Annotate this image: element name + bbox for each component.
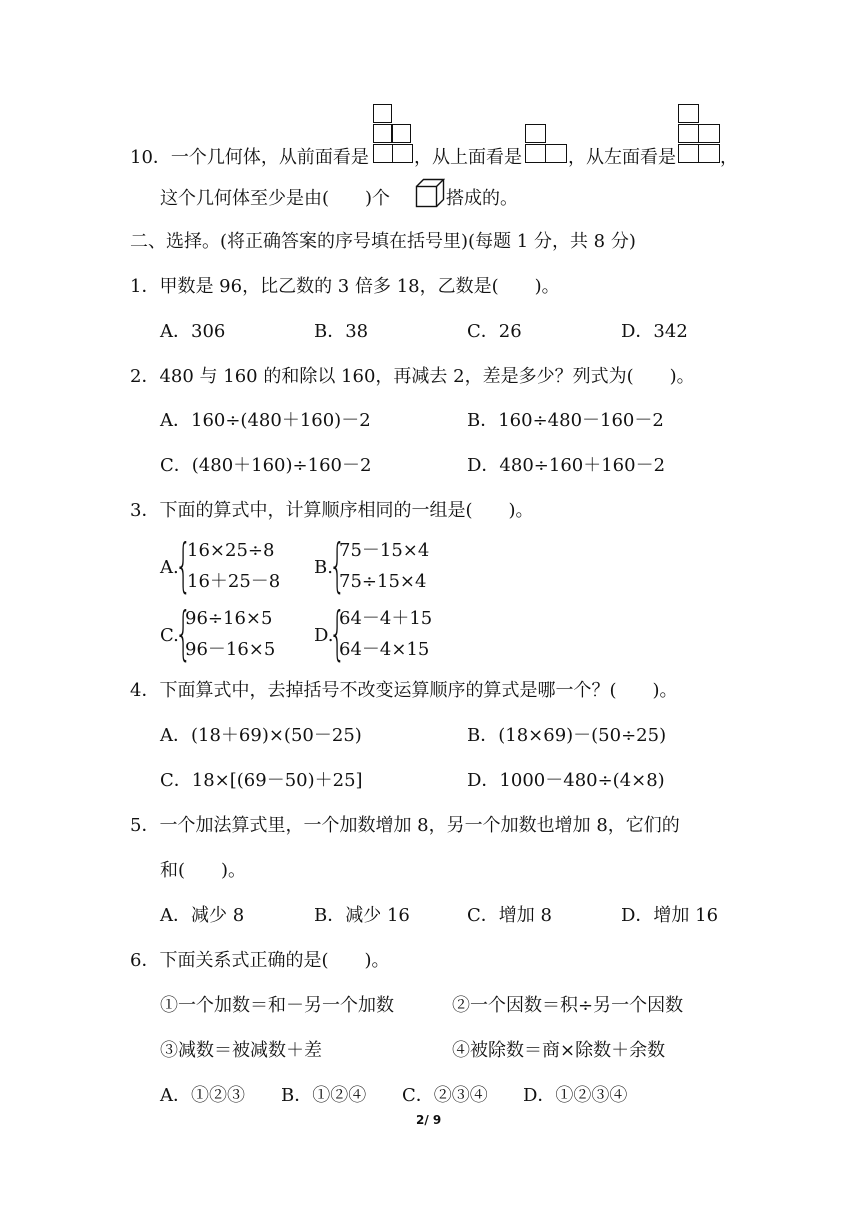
section-title: 二、选择。(将正确答案的序号填在括号里)(每题 1 分，共 8 分): [130, 231, 636, 252]
q6-statement-3: ③减数＝被减数＋差: [160, 1040, 322, 1061]
q4-option-a: A．(18＋69)×(50－25): [160, 725, 362, 746]
q4-option-c: C．18×[(69－50)＋25]: [160, 770, 363, 791]
q3-option-b-label: B.: [314, 557, 333, 578]
q1-option-d: D．342: [621, 321, 688, 342]
q5-option-c: C．增加 8: [467, 905, 552, 926]
q2-option-c: C．(480＋160)÷160－2: [160, 455, 372, 476]
q2-option-a: A．160÷(480＋160)－2: [160, 410, 371, 431]
q3-option-b-top: 75－15×4: [339, 540, 430, 561]
q10-text-d: ，: [720, 147, 738, 168]
q10-text-c: ，从左面看是: [568, 147, 676, 168]
q5-stem-line1: 5．一个加法算式里，一个加数增加 8，另一个加数也增加 8，它们的: [130, 815, 680, 836]
q1-option-b: B．38: [314, 321, 369, 342]
q5-option-b: B．减少 16: [314, 905, 410, 926]
front-view-figure: [373, 104, 413, 166]
q4-option-b: B．(18×69)－(50÷25): [467, 725, 667, 746]
q10-text-a: 10．一个几何体，从前面看是: [130, 147, 369, 168]
q1-option-c: C．26: [467, 321, 522, 342]
q3-option-d-label: D.: [314, 625, 334, 646]
q6-option-a: A．①②③: [160, 1085, 245, 1106]
q10-text-line2b: 搭成的。: [446, 188, 518, 209]
q5-option-a: A．减少 8: [160, 905, 245, 926]
page-number: 2/ 9: [416, 1113, 442, 1127]
q10-text-line2a: 这个几何体至少是由( )个: [160, 188, 391, 209]
q3-option-b-bottom: 75÷15×4: [339, 571, 427, 592]
q3-option-a-top: 16×25÷8: [187, 540, 275, 561]
q3-stem: 3．下面的算式中，计算顺序相同的一组是( )。: [130, 500, 534, 521]
q6-option-b: B．①②④: [281, 1085, 367, 1106]
q5-stem-line2: 和( )。: [160, 860, 247, 881]
q3-option-d-top: 64－4＋15: [339, 608, 433, 629]
q2-option-d: D．480÷160＋160－2: [467, 455, 666, 476]
brace-icon: {: [175, 599, 192, 667]
q3-option-a-bottom: 16＋25－8: [187, 571, 281, 592]
q10-text-b: ，从上面看是: [414, 147, 522, 168]
brace-icon: {: [329, 531, 346, 599]
q6-statement-1: ①一个加数＝和－另一个加数: [160, 995, 394, 1016]
q4-option-d: D．1000－480÷(4×8): [467, 770, 665, 791]
q1-stem: 1．甲数是 96，比乙数的 3 倍多 18，乙数是( )。: [130, 276, 560, 297]
q2-option-b: B．160÷480－160－2: [467, 410, 664, 431]
q3-option-c-top: 96÷16×5: [185, 608, 273, 629]
cube-icon: [415, 178, 445, 208]
left-view-figure: [678, 104, 720, 166]
q2-stem: 2．480 与 160 的和除以 160，再减去 2，差是多少？列式为( )。: [130, 366, 695, 387]
brace-icon: {: [175, 531, 192, 599]
q3-option-a-label: A.: [160, 557, 179, 578]
q3-option-c-label: C.: [160, 625, 179, 646]
q5-option-d: D．增加 16: [621, 905, 719, 926]
q4-stem: 4．下面算式中，去掉括号不改变运算顺序的算式是哪一个？( )。: [130, 680, 678, 701]
q6-option-c: C．②③④: [402, 1085, 488, 1106]
brace-icon: {: [329, 599, 346, 667]
q3-option-c-bottom: 96－16×5: [185, 639, 276, 660]
q6-stem: 6．下面关系式正确的是( )。: [130, 950, 390, 971]
q6-statement-2: ②一个因数＝积÷另一个因数: [452, 995, 684, 1016]
q6-statement-4: ④被除数＝商×除数＋余数: [452, 1040, 666, 1061]
q1-option-a: A．306: [160, 321, 226, 342]
q6-option-d: D．①②③④: [523, 1085, 628, 1106]
top-view-figure: [525, 124, 567, 166]
q3-option-d-bottom: 64－4×15: [339, 639, 430, 660]
